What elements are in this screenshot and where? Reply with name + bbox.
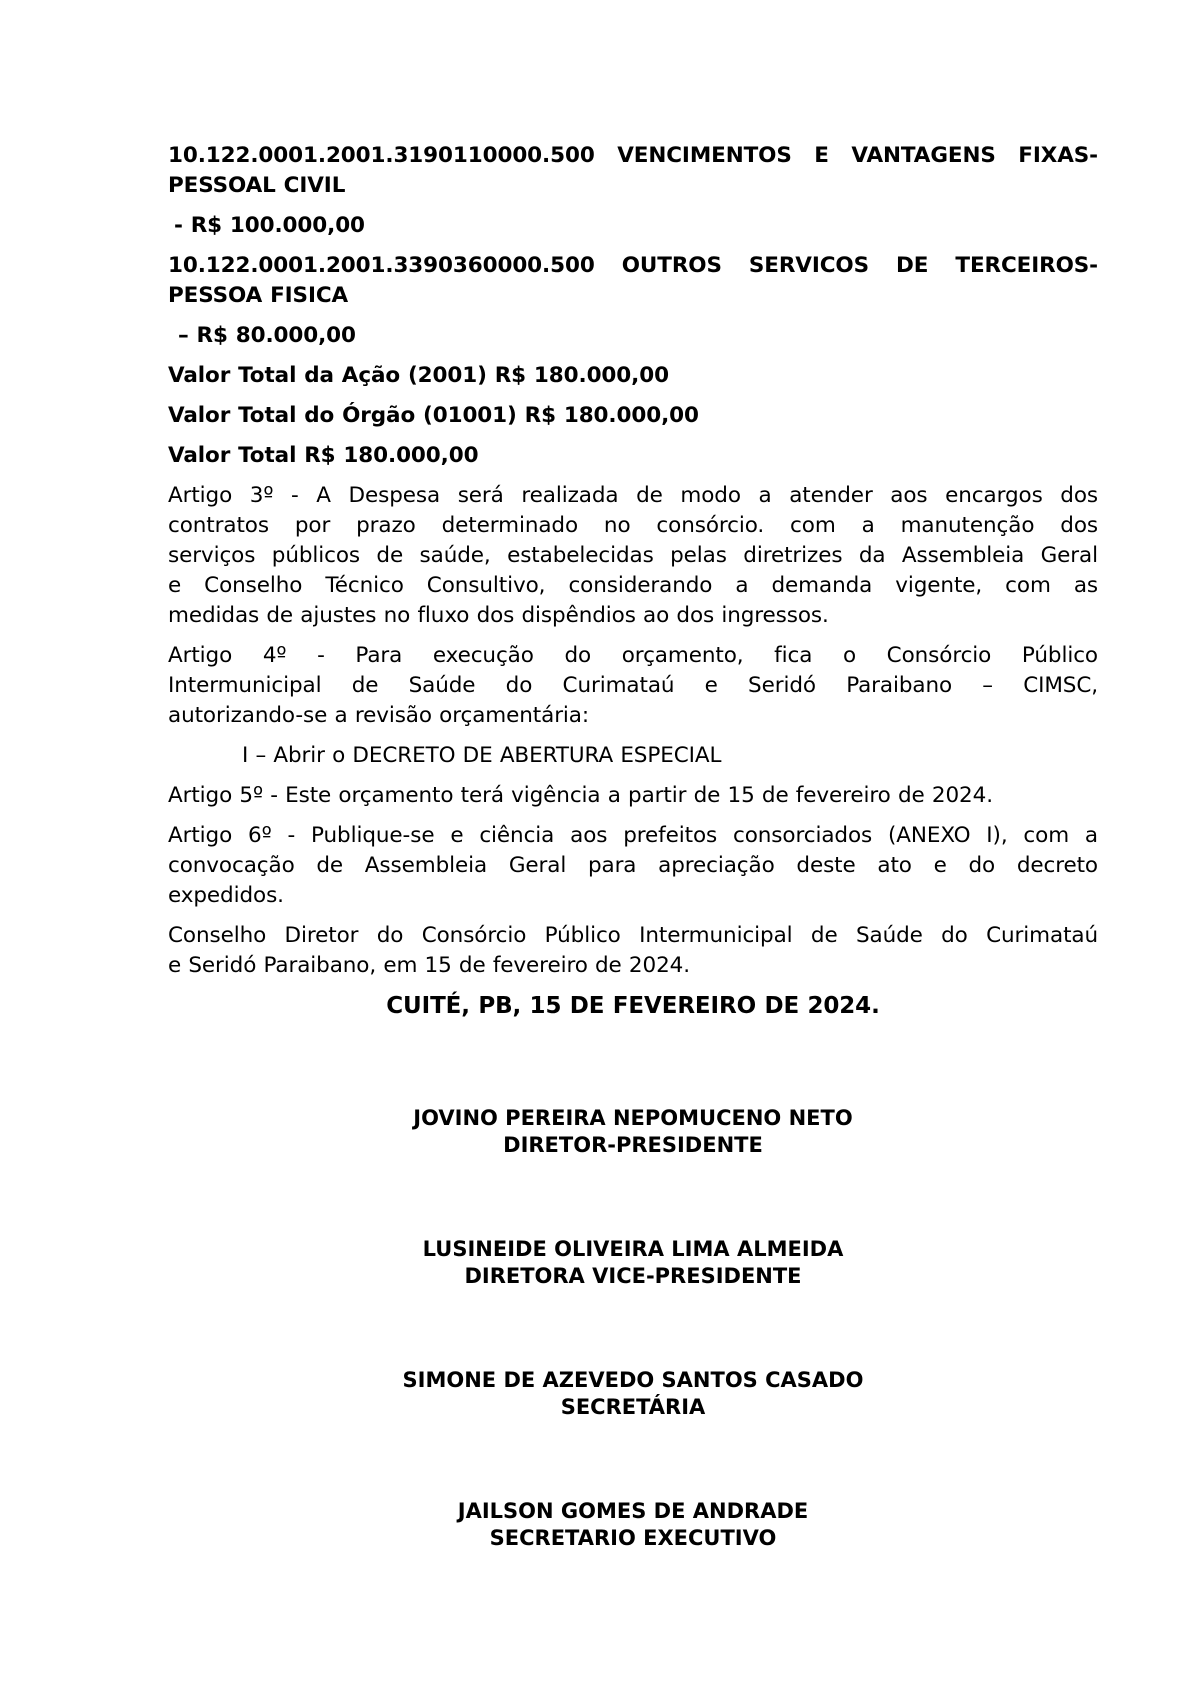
text-line: Valor Total do Órgão (01001) R$ 180.000,00: [168, 403, 699, 428]
text-line: autorizando-se a revisão orçamentária:: [168, 703, 590, 728]
article-4-paragraph: [168, 641, 1098, 731]
signature-block: [168, 1367, 1098, 1421]
text-line: Intermunicipal de Saúde do Curimataú e Seridó Paraibano – CIMSC,: [168, 673, 1098, 698]
text-line: Valor Total R$ 180.000,00: [168, 443, 479, 468]
signature-role: SECRETÁRIA: [560, 1395, 706, 1419]
text-line: PESSOAL CIVIL: [168, 173, 346, 198]
document-content: [168, 141, 1098, 1552]
budget-line-item-1: [168, 141, 1098, 201]
total-orgao-line: [168, 401, 1098, 431]
text-line: convocação de Assembleia Geral para apreciação deste ato e do decreto: [168, 853, 1098, 878]
budget-line-item-2: [168, 251, 1098, 311]
signature-list: [168, 1105, 1098, 1552]
text-line: Artigo 4º - Para execução do orçamento, fica o Consórcio Público: [168, 643, 1098, 668]
text-line: Conselho Diretor do Consórcio Público Intermunicipal de Saúde do Curimataú: [168, 923, 1098, 948]
article-5-paragraph: [168, 781, 1098, 811]
text-line: Artigo 6º - Publique-se e ciência aos prefeitos consorciados (ANEXO I), com a: [168, 823, 1098, 848]
text-line: – R$ 80.000,00: [178, 323, 356, 348]
text-line: medidas de ajustes no fluxo dos dispêndios ao dos ingressos.: [168, 603, 829, 628]
signature-role: SECRETARIO EXECUTIVO: [489, 1526, 777, 1550]
article-6-paragraph: [168, 821, 1098, 911]
text-line: I – Abrir o DECRETO DE ABERTURA ESPECIAL: [242, 743, 722, 768]
budget-amount-2: [168, 321, 1098, 351]
text-line: - R$ 100.000,00: [174, 213, 365, 238]
signature-role: DIRETOR-PRESIDENTE: [503, 1133, 763, 1157]
signature-name: JOVINO PEREIRA NEPOMUCENO NETO: [413, 1106, 853, 1130]
council-closing-paragraph: [168, 921, 1098, 981]
text-line: 10.122.0001.2001.3390360000.500 OUTROS SERVICOS DE TERCEIROS-: [168, 253, 1098, 278]
signature-block: [168, 1236, 1098, 1290]
signature-block: [168, 1498, 1098, 1552]
text-line: contratos por prazo determinado no consórcio. com a manutenção dos: [168, 513, 1098, 538]
signature-name: JAILSON GOMES DE ANDRADE: [457, 1499, 809, 1523]
document-paragraphs: [168, 141, 1098, 1021]
signature-name: LUSINEIDE OLIVEIRA LIMA ALMEIDA: [422, 1237, 844, 1261]
text-line: 10.122.0001.2001.3190110000.500 VENCIMENTOS E VANTAGENS FIXAS-: [168, 143, 1098, 168]
text-line: Artigo 3º - A Despesa será realizada de modo a atender aos encargos dos: [168, 483, 1098, 508]
text-line: CUITÉ, PB, 15 DE FEVEREIRO DE 2024.: [386, 993, 880, 1019]
article-3-paragraph: [168, 481, 1098, 631]
text-line: PESSOA FISICA: [168, 283, 349, 308]
signature-name: SIMONE DE AZEVEDO SANTOS CASADO: [402, 1368, 864, 1392]
text-line: e Conselho Técnico Consultivo, considerando a demanda vigente, com as: [168, 573, 1098, 598]
text-line: Valor Total da Ação (2001) R$ 180.000,00: [168, 363, 669, 388]
budget-amount-1: [168, 211, 1098, 241]
text-line: e Seridó Paraibano, em 15 de fevereiro de 2024.: [168, 953, 690, 978]
date-line: [168, 991, 1098, 1021]
signature-role: DIRETORA VICE-PRESIDENTE: [464, 1264, 802, 1288]
roman-clause-1: [168, 741, 1098, 771]
signature-block: [168, 1105, 1098, 1159]
text-line: Artigo 5º - Este orçamento terá vigência a partir de 15 de fevereiro de 2024.: [168, 783, 993, 808]
total-acao-line: [168, 361, 1098, 391]
text-line: expedidos.: [168, 883, 284, 908]
total-geral-line: [168, 441, 1098, 471]
text-line: serviços públicos de saúde, estabelecidas pelas diretrizes da Assembleia Geral: [168, 543, 1098, 568]
